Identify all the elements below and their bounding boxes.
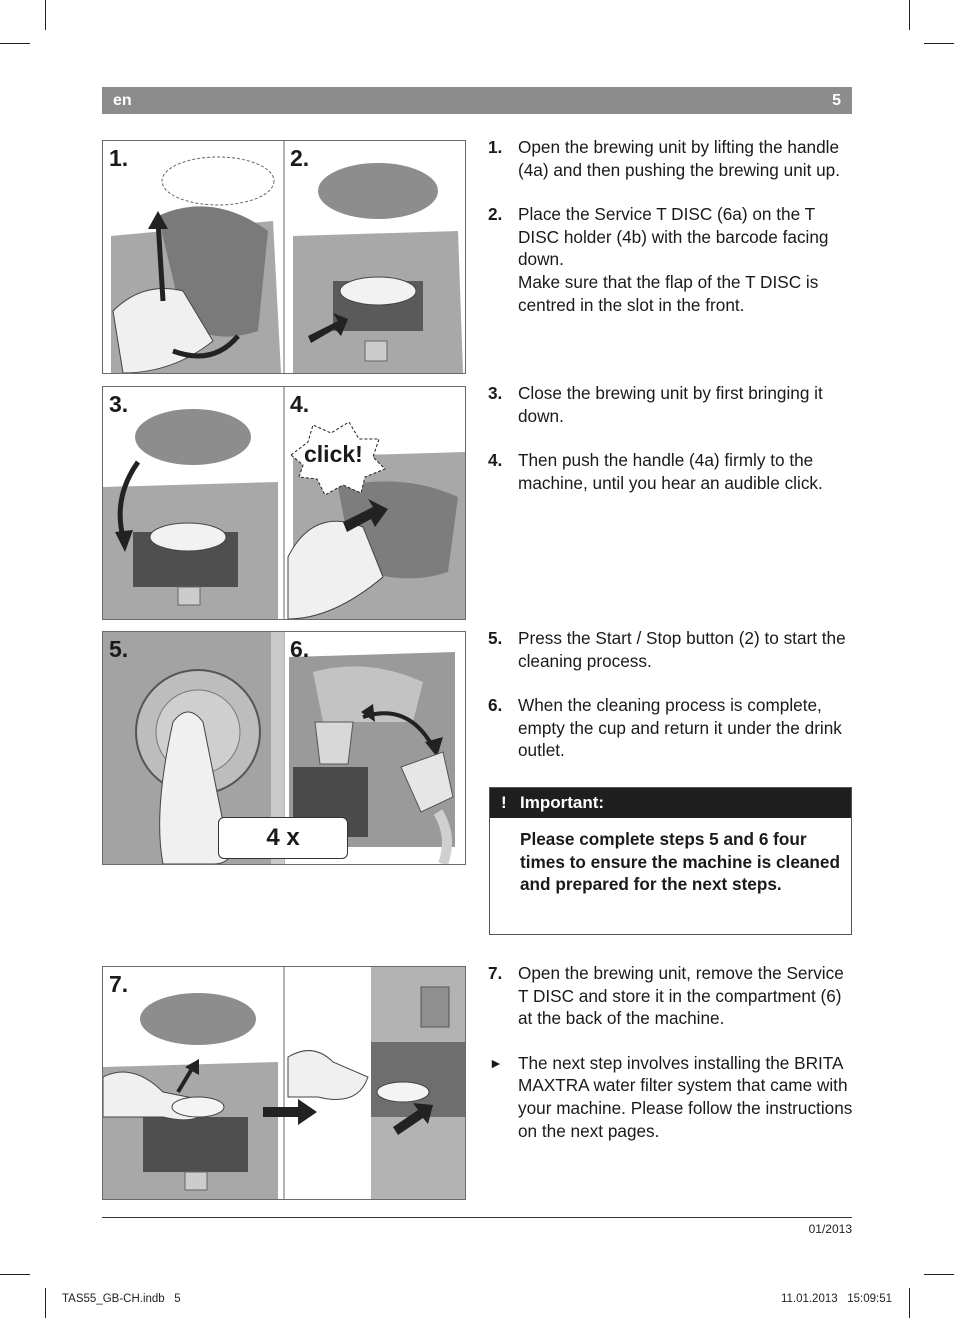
figure-label: 1. xyxy=(109,145,129,171)
step-text: When the cleaning process is complete, empty the cup and return it under the drink outlet. xyxy=(518,695,842,761)
footer-date: 01/2013 xyxy=(808,1222,852,1236)
step-note: Make sure that the flap of the T DISC is centred in the slot in the front. xyxy=(518,271,819,315)
warning-icon: ! xyxy=(501,793,507,812)
step-text: Open the brewing unit by lifting the handle (4a) and then pushing the brewing unit up. xyxy=(518,137,841,180)
step-item xyxy=(488,382,854,427)
steps-block-3 xyxy=(488,627,854,784)
crop-mark xyxy=(0,1274,30,1275)
figure-steps-3-4 xyxy=(102,386,466,620)
crop-mark xyxy=(924,43,954,44)
figure-steps-1-2 xyxy=(102,140,466,374)
step-item xyxy=(488,1052,854,1142)
footer-timestamp: 11.01.2013 15:09:51 xyxy=(780,1293,892,1305)
crop-mark xyxy=(0,43,30,44)
steps-block-4 xyxy=(488,962,854,1164)
click-callout: click! xyxy=(304,441,363,467)
step-number: 5. xyxy=(488,628,503,648)
important-header xyxy=(490,788,851,818)
repeat-badge: 4 x xyxy=(218,817,348,859)
figure-label: 7. xyxy=(109,971,129,997)
step-text: Place the Service T DISC (6a) on the T DISC holder (4b) with the barcode facing down. xyxy=(518,204,829,270)
step-number: 3. xyxy=(488,383,503,403)
language-label: en xyxy=(113,92,132,109)
bullet-arrow-icon: ► xyxy=(489,1054,503,1071)
figure-step-7 xyxy=(102,966,466,1200)
important-title: Important: xyxy=(520,793,605,812)
page-number: 5 xyxy=(832,92,841,109)
crop-mark xyxy=(924,1274,954,1275)
step-item xyxy=(488,694,854,762)
step-item xyxy=(488,136,854,181)
step-item xyxy=(488,203,854,316)
footer-rule xyxy=(102,1217,852,1218)
steps-block-1 xyxy=(488,136,854,338)
crop-mark xyxy=(909,0,910,30)
steps-block-2 xyxy=(488,382,854,516)
footer-file: TAS55_GB-CH.indb 5 xyxy=(62,1293,181,1305)
step-item xyxy=(488,449,854,494)
figure-label: 2. xyxy=(290,145,310,171)
step-item xyxy=(488,627,854,672)
illustration-close-brewing-unit xyxy=(103,387,465,619)
illustration-open-brewing-unit xyxy=(103,141,465,373)
step-number: 1. xyxy=(488,137,503,157)
figure-label: 3. xyxy=(109,391,129,417)
figure-label: 5. xyxy=(109,636,129,662)
step-text: Press the Start / Stop button (2) to start the cleaning process. xyxy=(518,628,846,671)
step-number: 2. xyxy=(488,204,503,225)
important-body: Please complete steps 5 and 6 four times to ensure the machine is cleaned and prepared for the next steps. xyxy=(520,829,840,895)
step-number: 6. xyxy=(488,695,503,716)
step-number: 4. xyxy=(488,450,503,471)
crop-mark xyxy=(909,1288,910,1318)
illustration-remove-service-disc xyxy=(103,967,465,1199)
step-number: 7. xyxy=(488,963,503,983)
step-item xyxy=(488,962,854,1030)
step-text: Then push the handle (4a) firmly to the machine, until you hear an audible click. xyxy=(518,450,823,493)
important-notice xyxy=(489,787,852,935)
page-header xyxy=(102,87,852,114)
figure-label: 6. xyxy=(290,636,310,662)
figure-label: 4. xyxy=(290,391,310,417)
step-text: Close the brewing unit by first bringing it down. xyxy=(518,383,823,426)
step-text: The next step involves installing the BRITA MAXTRA water filter system that came with your machine. Please follow the instructions on the next pages. xyxy=(518,1052,853,1141)
crop-mark xyxy=(45,0,46,30)
step-text: Open the brewing unit, remove the Service T DISC and store it in the compartment (6) at the back of the machine. xyxy=(518,963,844,1029)
crop-mark xyxy=(45,1288,46,1318)
